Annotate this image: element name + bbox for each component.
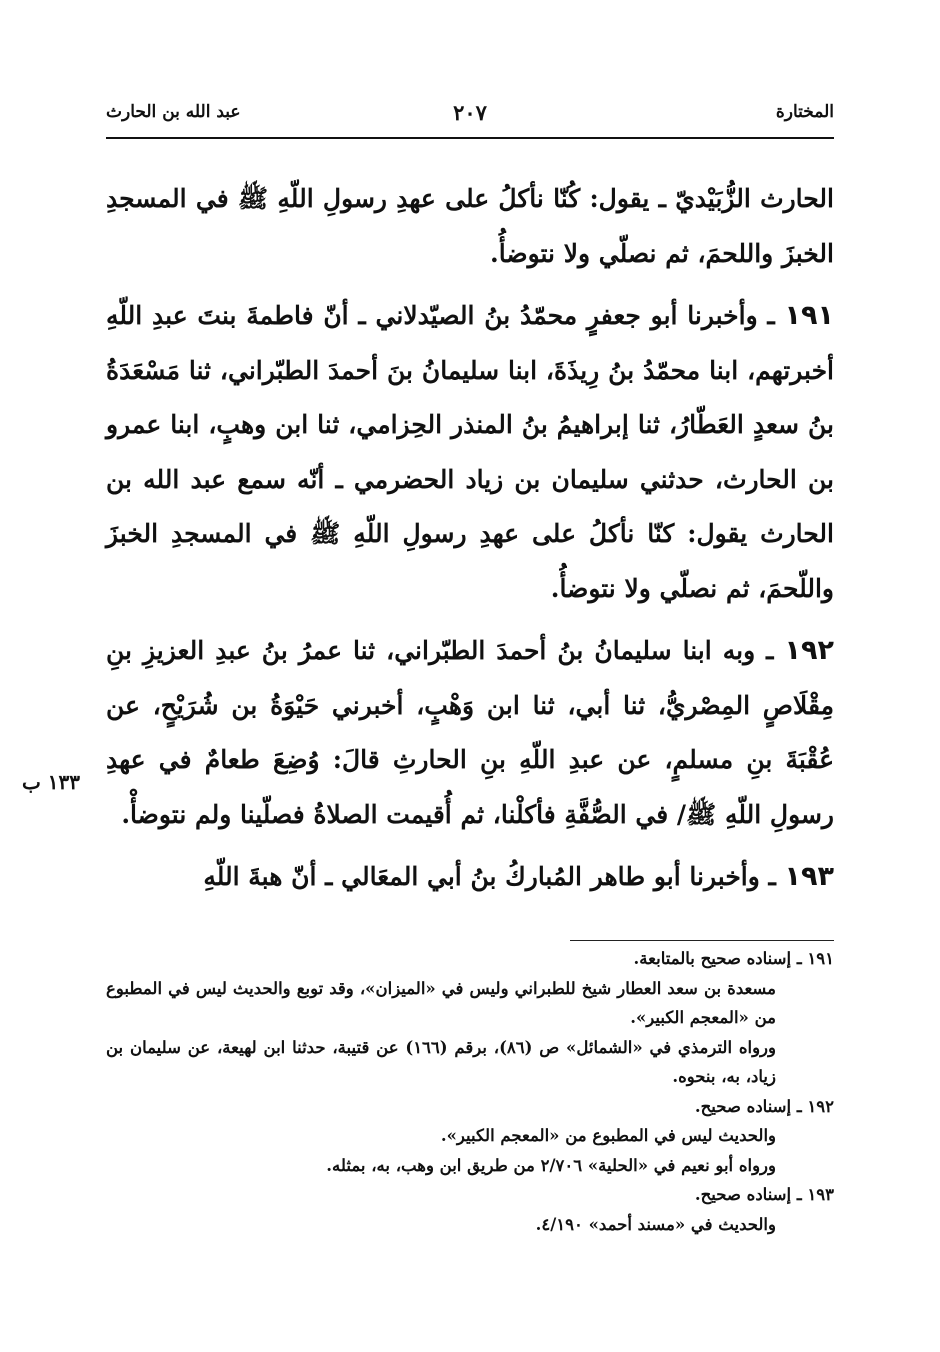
footnote-line: والحديث في «مسند أحمد» ٤/١٩٠. <box>535 1214 776 1234</box>
hadith-text: ـ وأخبرنا أبو جعفرٍ محمّدُ بنُ الصيّدلاني ـ أنّ فاطمةَ بنتَ عبدِ اللّهِ أخبرتهم، ابنا محمّدُ بنُ رِيذَةَ، ابنا سليمانُ بنَ أحمدَ الطبّراني، ثنا مَسْعَدَةُ بنُ سعدٍ العَطّارُ، ثنا إبراهيمُ بنُ المنذر الحِزامي، ثنا ابن وهبٍ، ابنا عمرو بن الحارث، حدثني سليمان بن زياد الحضرمي ـ أنّه سمع عبد الله بن الحارث يقول: كنّا نأكلُ على عهدِ رسولِ اللّهِ ﷺ في المسجدِ الخبزَ واللّحمَ، ثم نصلّي ولا نتوضأُ. <box>106 301 834 603</box>
hadith-193 <box>106 850 834 905</box>
hadith-192 <box>106 624 834 842</box>
footnote-192 <box>106 1092 834 1181</box>
footnote-line: مسعدة بن سعد العطار شيخ للطبراني وليس في «الميزان»، وقد توبع والحديث ليس في المطبوع من «المعجم الكبير». <box>106 978 776 1027</box>
hadith-191 <box>106 289 834 616</box>
hadith-text: ـ وبه ابنا سليمانُ بنُ أحمدَ الطبّراني، ثنا عمرُ بنُ عبدِ العزيزِ بنِ مِقْلَاصٍ المِصْريُّ، ثنا أبي، ثنا ابن وَهْبٍ، أخبرني حَيْوَةُ بن شُرَيْحٍ، عن عُقْبَةَ بنِ مسلمٍ، عن عبدِ اللّهِ بنِ الحارثِ قالَ: وُضِعَ طعامٌ في عهدِ رسولِ اللّهِ ﷺ/ في الصُّفَّةِ فأكلْنا، ثم أُقيمت الصلاةُ فصلّينا ولم نتوضأْ. <box>106 636 834 829</box>
hadith-number: ١٩٣ <box>784 861 834 892</box>
hadith-text: ـ وأخبرنا أبو طاهر المُباركُ بنُ أبي المعَالي ـ أنّ هبةَ اللّهِ <box>203 862 776 891</box>
footnote-line: ورواه الترمذي في «الشمائل» ص (٨٦)، برقم (١٦٦) عن قتيبة، حدثنا ابن لهيعة، عن سليمان بن زياد، به، بنحوه. <box>106 1037 776 1086</box>
hadith-number: ١٩٢ <box>784 635 834 666</box>
footnote-heading: ١٩١ ـ إسناده صحيح بالمتابعة. <box>633 949 834 968</box>
footnote-heading: ١٩٣ ـ إسناده صحيح. <box>694 1185 834 1204</box>
header-rule <box>106 137 834 139</box>
hadith-number: ١٩١ <box>784 300 834 331</box>
footnotes <box>106 944 834 1239</box>
footnote-heading: ١٩٢ ـ إسناده صحيح. <box>694 1096 834 1116</box>
footnote-191 <box>106 944 834 1092</box>
footnote-line: والحديث ليس في المطبوع من «المعجم الكبير». <box>440 1126 776 1145</box>
manuscript-folio-note: ١٣٣ ب <box>22 770 81 794</box>
footnote-separator <box>570 940 834 941</box>
main-text <box>106 172 834 913</box>
section-title: عبد الله بن الحارث <box>106 102 241 122</box>
footnote-193 <box>106 1180 834 1239</box>
book-title: المختارة <box>775 102 834 122</box>
running-header <box>106 100 834 134</box>
footnote-line: ورواه أبو نعيم في «الحلية» ٢/٧٠٦ من طريق ابن وهب، به، بمثله. <box>326 1155 776 1175</box>
page-number: ٢٠٧ <box>453 100 487 125</box>
paragraph-continuation: الحارث الزُّبَيْديّ ـ يقول: كُنّا نأكلُ على عهدِ رسولِ اللّهِ ﷺ في المسجدِ الخبزَ واللحمَ، ثم نصلّي ولا نتوضأُ. <box>106 184 834 268</box>
